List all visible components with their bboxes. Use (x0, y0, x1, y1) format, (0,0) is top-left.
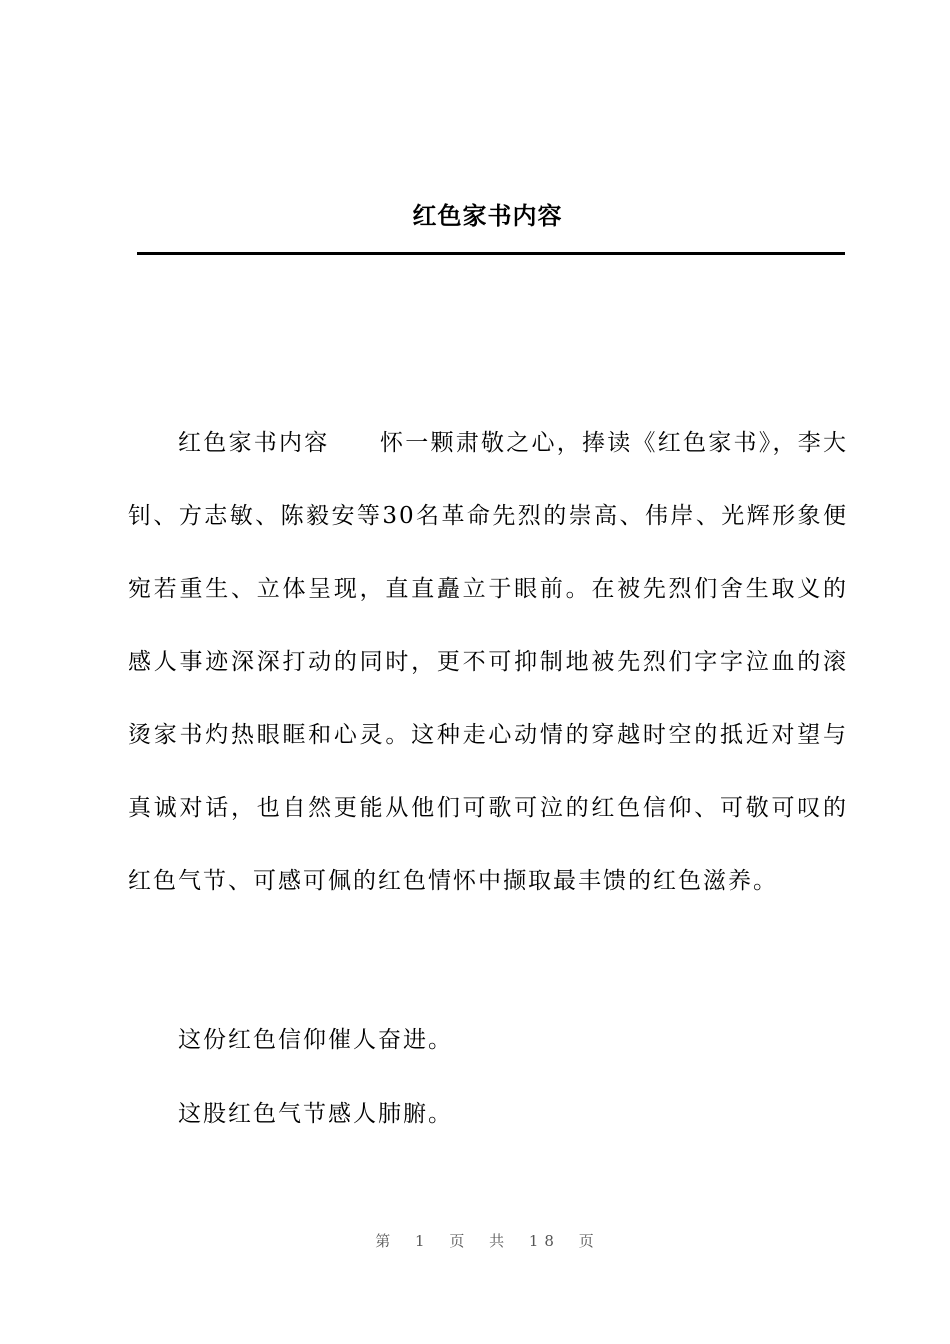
body-paragraph-intro: 红色家书内容 怀一颗肃敬之心，捧读《红色家书》，李大钊、方志敏、陈毅安等30名革命先烈的崇高、伟岸、光辉形象便宛若重生、立体呈现，直直矗立于眼前。在被先烈们舍生取义的感人事迹深深打动的同时，更不可抑制地被先烈们字字泣血的滚烫家书灼热眼眶和心灵。这种走心动情的穿越时空的抵近对望与真诚对话，也自然更能从他们可歌可泣的红色信仰、可敬可叹的红色气节、可感可佩的红色情怀中撷取最丰馈的红色滋养。 (128, 430, 848, 894)
title-divider (137, 252, 845, 255)
body-paragraph-integrity: 这股红色气节感人肺腑。 (178, 1101, 453, 1127)
page-number-footer: 第 1 页 共 18 页 (375, 1232, 600, 1250)
page-title: 红色家书内容 (412, 202, 563, 230)
body-paragraph-faith: 这份红色信仰催人奋进。 (178, 1027, 453, 1053)
